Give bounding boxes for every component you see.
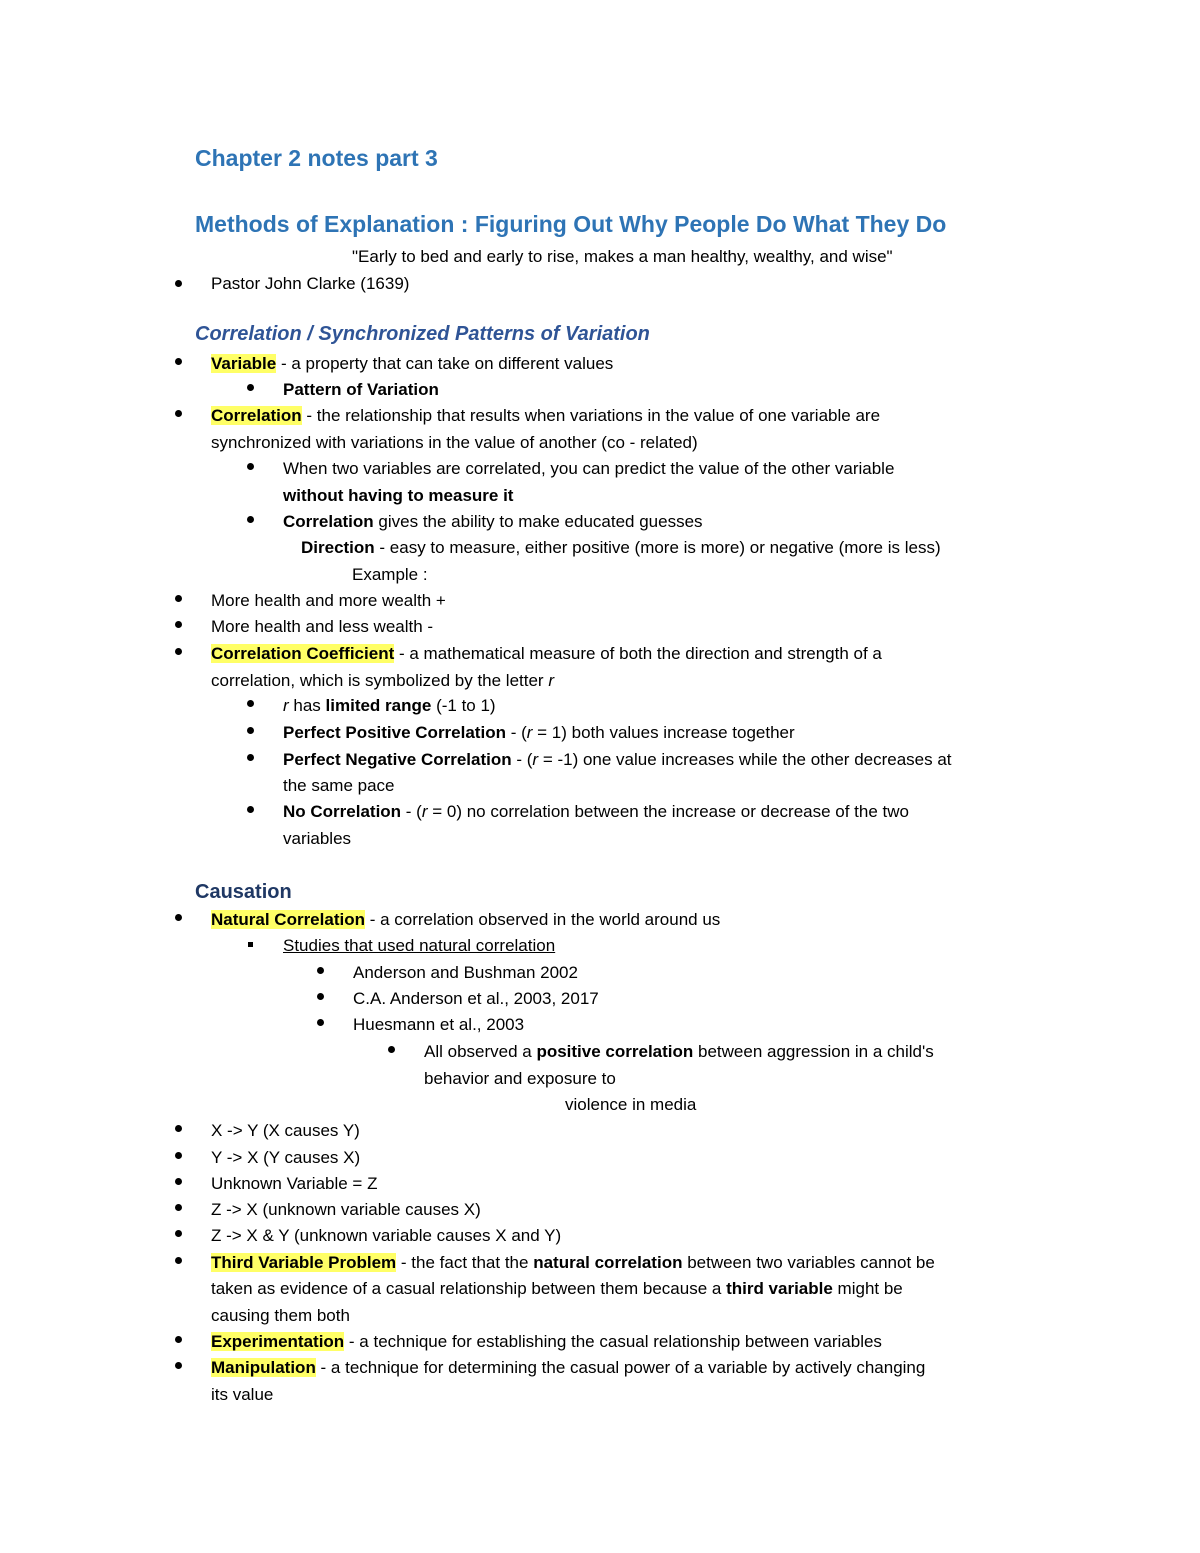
list-item-experimentation (211, 1331, 882, 1353)
nc-text: = 0) no correlation between the increase or decrease of the two (427, 802, 909, 821)
pnc-text: = -1) one value increases while the other decreases at (538, 750, 952, 769)
bullet-icon (175, 358, 182, 365)
bullet-icon (317, 1019, 324, 1026)
bullet-icon (317, 993, 324, 1000)
tvp-continuation (211, 1278, 903, 1300)
term-natural-correlation: Natural Correlation (211, 910, 365, 929)
tvp-continuation: causing them both (211, 1306, 350, 1325)
term-third-variable: third variable (726, 1279, 833, 1298)
range-text: (-1 to 1) (431, 696, 496, 715)
definition-continuation: its value (211, 1385, 274, 1404)
list-item-study-2: C.A. Anderson et al., 2003, 2017 (353, 989, 599, 1008)
bullet-icon (175, 595, 182, 602)
bullet-icon (175, 1178, 182, 1185)
symbol-r: r (532, 750, 539, 769)
obs-continuation: violence in media (565, 1095, 697, 1114)
page-title: Chapter 2 notes part 3 (195, 145, 438, 171)
bullet-icon (247, 806, 254, 813)
term-perfect-positive: Perfect Positive Correlation (283, 723, 506, 742)
direction-text: - easy to measure, either positive (more is more) or negative (more is less) (374, 538, 941, 557)
definition-text: - a technique for establishing the casual relationship between variables (344, 1332, 882, 1351)
bullet-icon (175, 410, 182, 417)
list-item-study-3: Huesmann et al., 2003 (353, 1015, 525, 1034)
list-item-manipulation (211, 1357, 925, 1379)
list-item-x-causes-y: X -> Y (X causes Y) (211, 1121, 360, 1140)
list-item-third-variable (211, 1252, 935, 1274)
section-heading-methods: Methods of Explanation : Figuring Out Why People Do What They Do (195, 211, 947, 237)
tvp-text: taken as evidence of a casual relationship between them because a (211, 1279, 727, 1298)
predict-continuation: without having to measure it (283, 486, 514, 505)
list-item-y-causes-x: Y -> X (Y causes X) (211, 1148, 361, 1167)
ppc-text: = 1) both values increase together (532, 723, 795, 742)
term-limited-range: limited range (325, 696, 432, 715)
obs-text: between aggression in a child's (693, 1042, 934, 1061)
list-item-perfect-positive (283, 722, 795, 744)
quote-author: Pastor John Clarke (1639) (211, 274, 410, 293)
obs-text: All observed a (424, 1042, 537, 1061)
bullet-icon (175, 1152, 182, 1159)
bullet-icon (175, 1257, 182, 1264)
nc-continuation: variables (283, 829, 352, 848)
bullet-icon (175, 1125, 182, 1132)
guess-text: gives the ability to make educated guesses (373, 512, 703, 531)
term-variable: Variable (211, 354, 277, 373)
list-item-guesses (283, 511, 703, 533)
list-item-no-correlation (283, 801, 909, 823)
obs-continuation: behavior and exposure to (424, 1069, 616, 1088)
bullet-icon (317, 967, 324, 974)
bullet-icon (247, 384, 254, 391)
bullet-icon (175, 648, 182, 655)
list-item-variable (211, 353, 613, 375)
definition-continuation: synchronized with variations in the value of another (co - related) (211, 433, 698, 452)
bullet-icon (175, 621, 182, 628)
bullet-icon (388, 1046, 395, 1053)
bullet-icon (175, 1336, 182, 1343)
pnc-text: - ( (511, 750, 533, 769)
bullet-icon (247, 754, 254, 761)
symbol-r: r (421, 802, 428, 821)
bullet-icon (175, 1230, 182, 1237)
term-direction: Direction (301, 538, 375, 557)
term-positive-correlation: positive correlation (536, 1042, 694, 1061)
term-third-variable-problem: Third Variable Problem (211, 1253, 397, 1272)
list-item-observed (424, 1041, 934, 1063)
term-experimentation: Experimentation (211, 1332, 345, 1351)
range-text: has (288, 696, 326, 715)
term-correlation-coefficient: Correlation Coefficient (211, 644, 395, 663)
bullet-icon (175, 1362, 182, 1369)
definition-text: - a property that can take on different values (276, 354, 614, 373)
ppc-text: - ( (505, 723, 527, 742)
list-item-pattern: Pattern of Variation (283, 380, 439, 399)
bullet-icon (247, 727, 254, 734)
section-heading-causation: Causation (195, 881, 292, 903)
list-item-unknown-variable: Unknown Variable = Z (211, 1174, 378, 1193)
definition-text: - a correlation observed in the world around us (364, 910, 721, 929)
definition-text: - the relationship that results when variations in the value of one variable are (301, 406, 881, 425)
symbol-r: r (526, 723, 533, 742)
tvp-text: might be (832, 1279, 903, 1298)
bullet-icon (247, 463, 254, 470)
list-item-example-2: More health and less wealth - (211, 617, 434, 636)
section-heading-correlation: Correlation / Synchronized Patterns of Variation (195, 323, 650, 345)
bullet-icon (247, 516, 254, 523)
list-item-predict: When two variables are correlated, you can predict the value of the other variable (283, 459, 895, 478)
pnc-continuation: the same pace (283, 776, 395, 795)
symbol-r: r (548, 671, 554, 690)
list-item-study-1: Anderson and Bushman 2002 (353, 963, 578, 982)
coef-text: correlation, which is symbolized by the letter (211, 671, 549, 690)
definition-text: - a mathematical measure of both the direction and strength of a (394, 644, 882, 663)
term-correlation: Correlation (211, 406, 302, 425)
definition-text: - a technique for determining the casual power of a variable by actively changing (315, 1358, 926, 1377)
bullet-icon (175, 1204, 182, 1211)
tvp-text: - the fact that the (396, 1253, 534, 1272)
term-correlation: Correlation (283, 512, 374, 531)
nc-text: - ( (401, 802, 422, 821)
list-item-natural-correlation (211, 909, 720, 931)
tvp-text: between two variables cannot be (682, 1253, 935, 1272)
list-item-range (283, 695, 496, 717)
list-item-z-causes-xy: Z -> X & Y (unknown variable causes X and Y) (211, 1226, 562, 1245)
bullet-icon (175, 280, 182, 287)
example-label: Example : (352, 565, 428, 584)
direction-line (301, 537, 941, 559)
term-no-correlation: No Correlation (283, 802, 402, 821)
quote-text: "Early to bed and early to rise, makes a man healthy, wealthy, and wise" (352, 247, 893, 266)
term-perfect-negative: Perfect Negative Correlation (283, 750, 512, 769)
list-item-studies: Studies that used natural correlation (283, 936, 556, 955)
term-manipulation: Manipulation (211, 1358, 316, 1377)
bullet-icon (247, 700, 254, 707)
square-bullet-icon (248, 942, 253, 947)
symbol-r: r (283, 696, 289, 715)
list-item-correlation (211, 405, 880, 427)
list-item-example-1: More health and more wealth + (211, 591, 446, 610)
term-natural-correlation: natural correlation (533, 1253, 683, 1272)
list-item-z-causes-x: Z -> X (unknown variable causes X) (211, 1200, 481, 1219)
list-item-perfect-negative (283, 749, 952, 771)
bullet-icon (175, 914, 182, 921)
list-item-coefficient (211, 643, 882, 665)
definition-continuation (211, 670, 554, 692)
